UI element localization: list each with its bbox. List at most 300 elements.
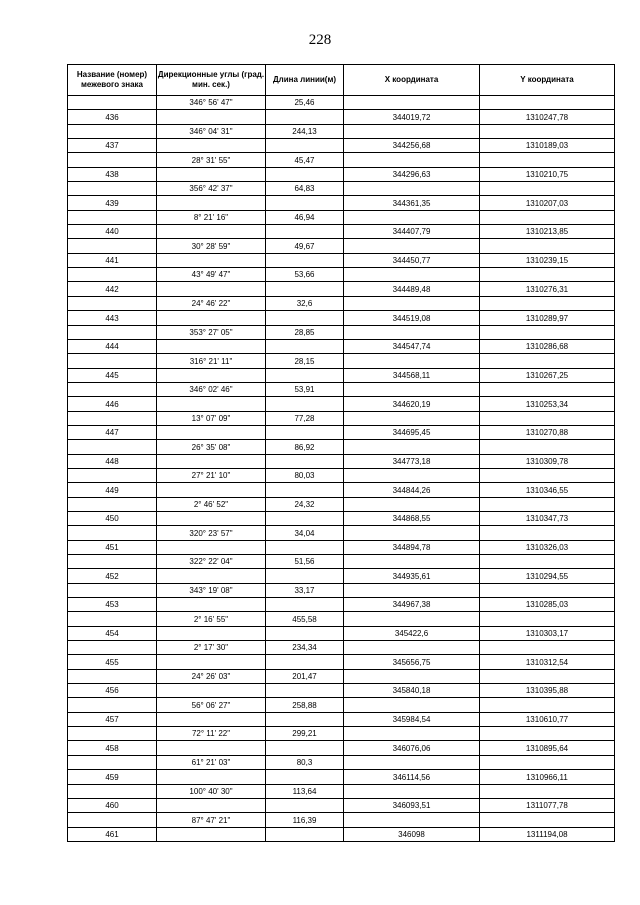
point-row [68,196,615,210]
point-length-cell [266,311,344,325]
point-x: 344489,48 [344,282,480,296]
segment-name-cell [68,641,157,655]
point-y: 1310239,15 [480,253,615,267]
point-name: 447 [68,425,157,439]
point-x: 344296,63 [344,167,480,181]
point-name: 455 [68,655,157,669]
point-x: 344547,74 [344,339,480,353]
segment-angle: 353° 27' 05" [157,325,266,339]
point-angle-cell [157,397,266,411]
segment-name-cell [68,698,157,712]
point-x: 344450,77 [344,253,480,267]
segment-name-cell [68,124,157,138]
point-angle-cell [157,311,266,325]
point-length-cell [266,598,344,612]
header-length: Длина линии(м) [266,65,344,96]
point-angle-cell [157,540,266,554]
segment-angle: 26° 35' 08" [157,440,266,454]
point-x: 346114,56 [344,770,480,784]
point-length-cell [266,282,344,296]
point-name: 460 [68,798,157,812]
segment-x-cell [344,124,480,138]
segment-angle: 56° 06' 27" [157,698,266,712]
segment-angle: 13° 07' 09" [157,411,266,425]
point-x: 344620,19 [344,397,480,411]
point-x: 345840,18 [344,684,480,698]
segment-x-cell [344,641,480,655]
segment-name-cell [68,296,157,310]
point-y: 1310326,03 [480,540,615,554]
segment-length: 32,6 [266,296,344,310]
segment-name-cell [68,555,157,569]
point-angle-cell [157,655,266,669]
point-row [68,483,615,497]
point-y: 1311194,08 [480,827,615,841]
point-angle-cell [157,425,266,439]
page-number: 228 [308,32,332,48]
segment-angle: 30° 28' 59" [157,239,266,253]
segment-y-cell [480,669,615,683]
segment-y-cell [480,468,615,482]
point-angle-cell [157,225,266,239]
point-name: 442 [68,282,157,296]
point-row [68,598,615,612]
point-length-cell [266,110,344,124]
point-x: 344407,79 [344,225,480,239]
segment-length: 234,34 [266,641,344,655]
point-name: 452 [68,569,157,583]
point-x: 344256,68 [344,139,480,153]
point-x: 346098 [344,827,480,841]
segment-row [68,268,615,282]
segment-y-cell [480,784,615,798]
segment-length: 113,64 [266,784,344,798]
segment-length: 28,15 [266,354,344,368]
point-y: 1310207,03 [480,196,615,210]
segment-row [68,210,615,224]
point-x: 345984,54 [344,712,480,726]
point-angle-cell [157,798,266,812]
point-y: 1310346,55 [480,483,615,497]
point-row [68,225,615,239]
segment-name-cell [68,526,157,540]
point-angle-cell [157,339,266,353]
point-y: 1310247,78 [480,110,615,124]
segment-row [68,325,615,339]
segment-length: 49,67 [266,239,344,253]
point-length-cell [266,712,344,726]
segment-name-cell [68,727,157,741]
segment-angle: 320° 23' 57" [157,526,266,540]
segment-row [68,411,615,425]
point-x: 344868,55 [344,511,480,525]
point-y: 1310294,55 [480,569,615,583]
segment-row [68,182,615,196]
segment-angle: 8° 21' 16" [157,210,266,224]
segment-y-cell [480,268,615,282]
segment-length: 33,17 [266,583,344,597]
segment-name-cell [68,497,157,511]
point-x: 344773,18 [344,454,480,468]
point-y: 1310347,73 [480,511,615,525]
segment-length: 34,04 [266,526,344,540]
segment-y-cell [480,239,615,253]
segment-length: 51,56 [266,555,344,569]
segment-y-cell [480,612,615,626]
segment-angle: 27° 21' 10" [157,468,266,482]
point-name: 450 [68,511,157,525]
point-angle-cell [157,712,266,726]
segment-name-cell [68,612,157,626]
segment-y-cell [480,755,615,769]
segment-x-cell [344,784,480,798]
point-row [68,798,615,812]
point-name: 436 [68,110,157,124]
header-name: Название (номер) межевого знака [68,65,157,96]
point-y: 1310966,11 [480,770,615,784]
segment-x-cell [344,268,480,282]
point-row [68,712,615,726]
point-row [68,253,615,267]
segment-length: 86,92 [266,440,344,454]
segment-y-cell [480,526,615,540]
point-x: 344019,72 [344,110,480,124]
point-y: 1310189,03 [480,139,615,153]
segment-row [68,641,615,655]
segment-angle: 2° 46' 52" [157,497,266,511]
point-name: 445 [68,368,157,382]
point-angle-cell [157,827,266,841]
point-name: 444 [68,339,157,353]
coordinates-table [67,64,615,842]
point-x: 344519,08 [344,311,480,325]
point-x: 344695,45 [344,425,480,439]
point-x: 345422,6 [344,626,480,640]
segment-name-cell [68,210,157,224]
segment-name-cell [68,382,157,396]
segment-x-cell [344,727,480,741]
point-y: 1310213,85 [480,225,615,239]
segment-name-cell [68,268,157,282]
segment-length: 46,94 [266,210,344,224]
segment-name-cell [68,182,157,196]
point-angle-cell [157,511,266,525]
point-name: 441 [68,253,157,267]
point-x: 344568,11 [344,368,480,382]
point-length-cell [266,798,344,812]
segment-x-cell [344,813,480,827]
segment-x-cell [344,583,480,597]
segment-length: 116,39 [266,813,344,827]
point-row [68,655,615,669]
point-length-cell [266,196,344,210]
segment-name-cell [68,411,157,425]
segment-name-cell [68,669,157,683]
segment-y-cell [480,583,615,597]
segment-length: 201,47 [266,669,344,683]
segment-y-cell [480,727,615,741]
point-y: 1310285,03 [480,598,615,612]
point-name: 443 [68,311,157,325]
point-angle-cell [157,684,266,698]
segment-y-cell [480,325,615,339]
segment-length: 64,83 [266,182,344,196]
segment-y-cell [480,382,615,396]
segment-length: 25,46 [266,96,344,110]
segment-x-cell [344,153,480,167]
segment-name-cell [68,583,157,597]
segment-row [68,612,615,626]
segment-angle: 346° 56' 47" [157,96,266,110]
segment-angle: 356° 42' 37" [157,182,266,196]
segment-y-cell [480,698,615,712]
point-row [68,827,615,841]
segment-name-cell [68,468,157,482]
point-y: 1310276,31 [480,282,615,296]
point-length-cell [266,368,344,382]
point-name: 449 [68,483,157,497]
segment-y-cell [480,296,615,310]
segment-row [68,813,615,827]
segment-y-cell [480,96,615,110]
segment-angle: 28° 31' 55" [157,153,266,167]
segment-angle: 346° 04' 31" [157,124,266,138]
point-x: 344361,35 [344,196,480,210]
point-row [68,741,615,755]
point-name: 437 [68,139,157,153]
point-angle-cell [157,110,266,124]
segment-x-cell [344,354,480,368]
point-angle-cell [157,454,266,468]
segment-length: 244,13 [266,124,344,138]
point-row [68,311,615,325]
point-name: 461 [68,827,157,841]
segment-name-cell [68,325,157,339]
point-angle-cell [157,167,266,181]
point-row [68,368,615,382]
segment-name-cell [68,813,157,827]
segment-row [68,354,615,368]
point-name: 446 [68,397,157,411]
point-length-cell [266,569,344,583]
segment-length: 28,85 [266,325,344,339]
segment-row [68,124,615,138]
segment-x-cell [344,411,480,425]
point-y: 1310395,88 [480,684,615,698]
point-row [68,167,615,181]
point-y: 1310253,34 [480,397,615,411]
table-header-row [68,65,615,96]
segment-angle: 43° 49' 47" [157,268,266,282]
segment-y-cell [480,440,615,454]
point-angle-cell [157,253,266,267]
point-angle-cell [157,368,266,382]
point-name: 457 [68,712,157,726]
segment-length: 53,91 [266,382,344,396]
segment-angle: 343° 19' 08" [157,583,266,597]
point-y: 1310270,88 [480,425,615,439]
point-length-cell [266,167,344,181]
segment-length: 80,03 [266,468,344,482]
segment-y-cell [480,210,615,224]
segment-x-cell [344,612,480,626]
segment-y-cell [480,641,615,655]
point-length-cell [266,655,344,669]
segment-y-cell [480,153,615,167]
segment-name-cell [68,153,157,167]
point-x: 344967,38 [344,598,480,612]
point-y: 1310312,54 [480,655,615,669]
segment-y-cell [480,354,615,368]
point-angle-cell [157,770,266,784]
point-y: 1310267,25 [480,368,615,382]
point-name: 456 [68,684,157,698]
segment-x-cell [344,555,480,569]
point-row [68,139,615,153]
point-row [68,540,615,554]
segment-length: 77,28 [266,411,344,425]
segment-name-cell [68,354,157,368]
point-row [68,397,615,411]
point-x: 345656,75 [344,655,480,669]
segment-name-cell [68,755,157,769]
point-length-cell [266,827,344,841]
point-angle-cell [157,282,266,296]
segment-x-cell [344,698,480,712]
point-y: 1310309,78 [480,454,615,468]
point-x: 344894,78 [344,540,480,554]
point-x: 346076,06 [344,741,480,755]
segment-row [68,153,615,167]
segment-row [68,296,615,310]
segment-angle: 72° 11' 22" [157,727,266,741]
segment-length: 258,88 [266,698,344,712]
segment-row [68,239,615,253]
segment-angle: 24° 46' 22" [157,296,266,310]
segment-row [68,583,615,597]
point-row [68,425,615,439]
segment-x-cell [344,526,480,540]
point-length-cell [266,511,344,525]
point-length-cell [266,741,344,755]
segment-x-cell [344,239,480,253]
segment-x-cell [344,669,480,683]
point-length-cell [266,253,344,267]
segment-x-cell [344,468,480,482]
segment-angle: 61° 21' 03" [157,755,266,769]
point-row [68,569,615,583]
segment-angle: 100° 40' 30" [157,784,266,798]
segment-angle: 316° 21' 11" [157,354,266,368]
segment-length: 45,47 [266,153,344,167]
point-y: 1310210,75 [480,167,615,181]
point-y: 1310303,17 [480,626,615,640]
point-y: 1310289,97 [480,311,615,325]
segment-name-cell [68,784,157,798]
point-length-cell [266,425,344,439]
segment-row [68,698,615,712]
point-angle-cell [157,483,266,497]
segment-name-cell [68,440,157,454]
point-length-cell [266,139,344,153]
point-y: 1311077,78 [480,798,615,812]
segment-row [68,669,615,683]
header-x: X координата [344,65,480,96]
point-angle-cell [157,196,266,210]
point-angle-cell [157,569,266,583]
segment-y-cell [480,813,615,827]
segment-x-cell [344,497,480,511]
segment-y-cell [480,497,615,511]
segment-name-cell [68,239,157,253]
segment-length: 53,66 [266,268,344,282]
point-row [68,770,615,784]
point-row [68,339,615,353]
point-angle-cell [157,139,266,153]
segment-x-cell [344,440,480,454]
segment-row [68,755,615,769]
segment-angle: 24° 26' 03" [157,669,266,683]
segment-row [68,468,615,482]
point-name: 453 [68,598,157,612]
point-angle-cell [157,626,266,640]
point-length-cell [266,684,344,698]
header-angle: Дирекционные углы (град. мин. сек.) [157,65,266,96]
point-length-cell [266,540,344,554]
segment-length: 24,32 [266,497,344,511]
segment-x-cell [344,325,480,339]
point-name: 440 [68,225,157,239]
point-row [68,511,615,525]
segment-row [68,440,615,454]
point-name: 459 [68,770,157,784]
segment-y-cell [480,411,615,425]
point-length-cell [266,483,344,497]
point-name: 458 [68,741,157,755]
segment-angle: 2° 16' 55" [157,612,266,626]
point-angle-cell [157,598,266,612]
point-x: 344935,61 [344,569,480,583]
segment-angle: 322° 22' 04" [157,555,266,569]
segment-x-cell [344,96,480,110]
point-length-cell [266,770,344,784]
segment-row [68,784,615,798]
segment-row [68,526,615,540]
segment-angle: 2° 17' 30" [157,641,266,655]
point-length-cell [266,225,344,239]
point-row [68,626,615,640]
segment-row [68,727,615,741]
segment-y-cell [480,555,615,569]
point-x: 346093,51 [344,798,480,812]
segment-length: 80,3 [266,755,344,769]
point-name: 451 [68,540,157,554]
point-row [68,282,615,296]
point-y: 1310286,68 [480,339,615,353]
segment-row [68,382,615,396]
segment-name-cell [68,96,157,110]
segment-angle: 87° 47' 21" [157,813,266,827]
point-length-cell [266,626,344,640]
segment-row [68,96,615,110]
segment-length: 299,21 [266,727,344,741]
segment-angle: 346° 02' 46" [157,382,266,396]
segment-row [68,555,615,569]
table-body [68,96,615,842]
segment-y-cell [480,182,615,196]
point-name: 448 [68,454,157,468]
segment-length: 455,58 [266,612,344,626]
